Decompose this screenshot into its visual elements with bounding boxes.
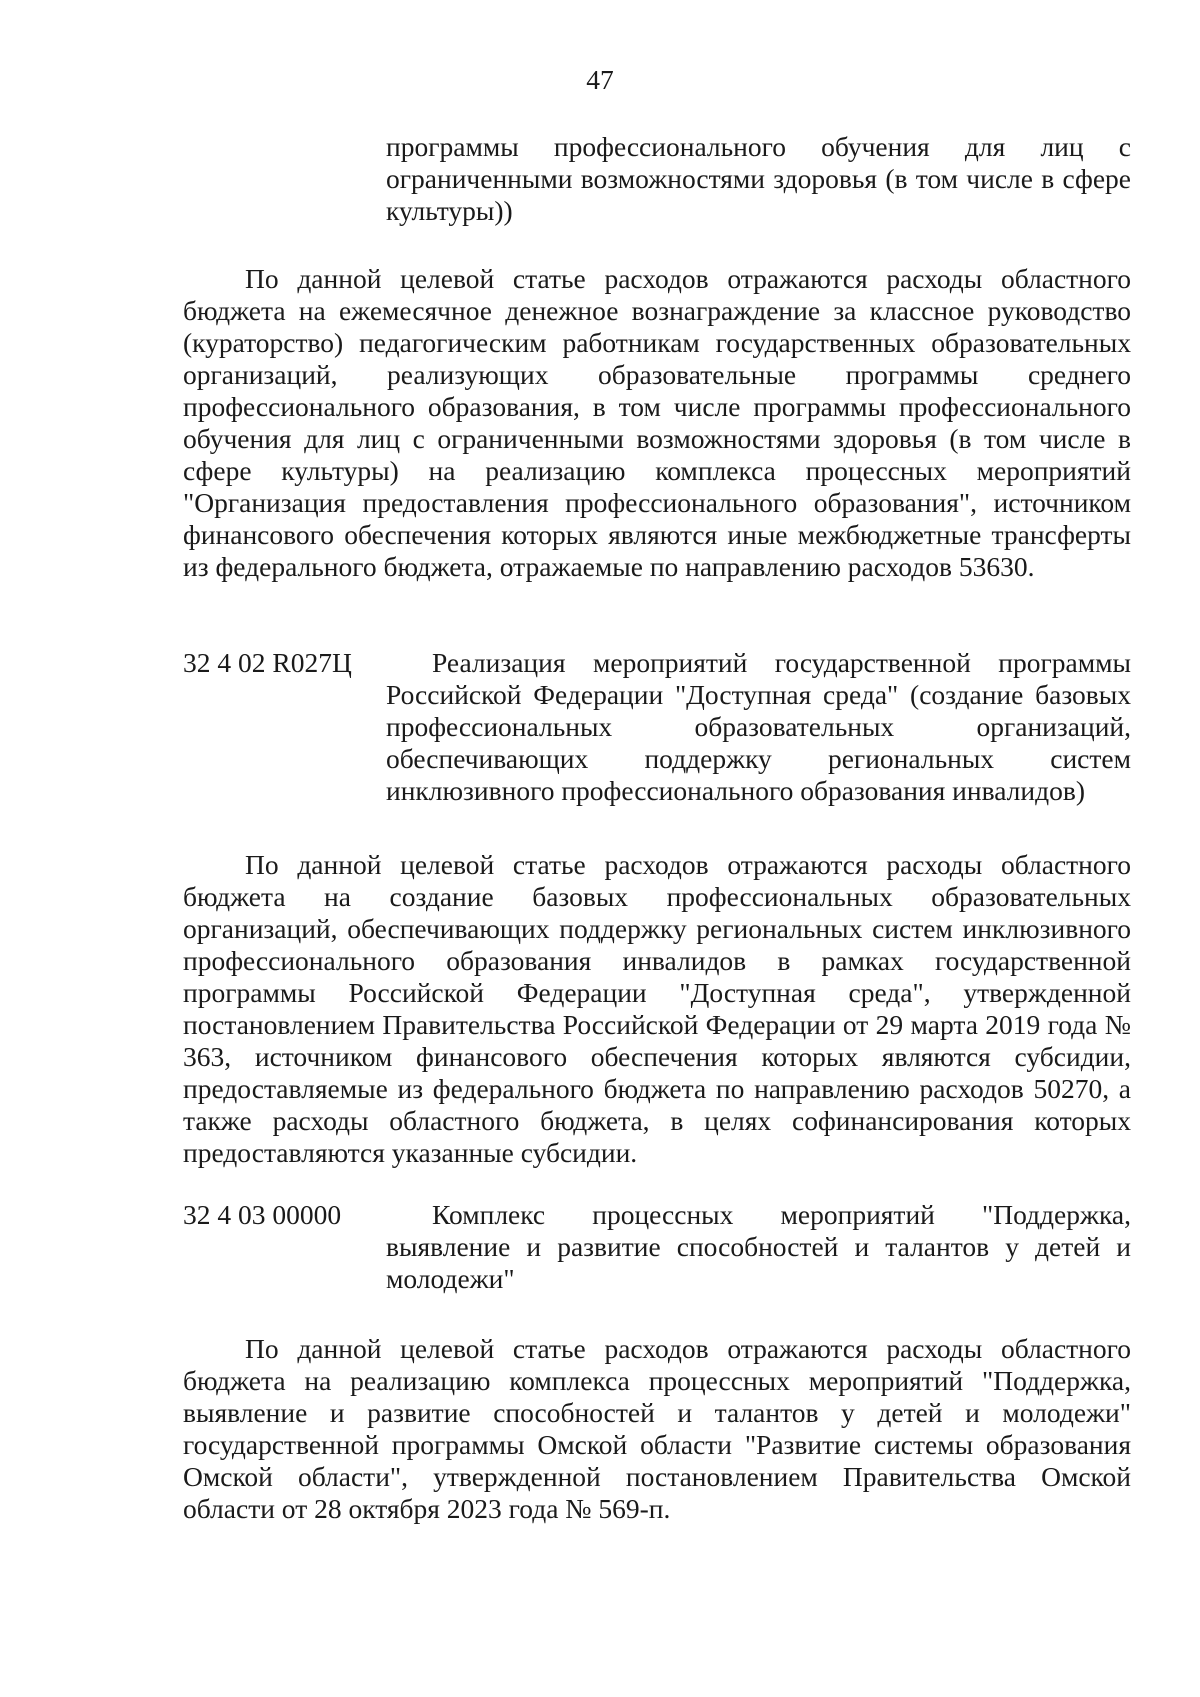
paragraph-2: По данной целевой статье расходов отражаются расходы областного бюджета на создание базовых профессиональных образовательных организаций, обеспечивающих поддержку региональных систем инклюзивного профессионального образования инвалидов в рамках государственной программы Российской Федерации "Доступная среда", утвержденной постановлением Правительства Российской Федерации от 29 марта 2019 года № 363, источником финансового обеспечения которых являются субсидии, предоставляемые из федерального бюджета по направлению расходов 50270, а также расходы областного бюджета, в целях софинансирования которых предоставляются указанные субсидии. [183,849,1131,1168]
continuation-text: программы профессионального обучения для лиц с ограниченными возможностями здоровья (в том числе в сфере культуры)) [386,131,1131,226]
paragraph-1: По данной целевой статье расходов отражаются расходы областного бюджета на ежемесячное денежное вознаграждение за классное руководство (кураторство) педагогическим работникам государственных образовательных организаций, реализующих образовательные программы среднего профессионального образования, в том числе программы профессионального обучения для лиц с ограниченными возможностями здоровья (в том числе в сфере культуры) на реализацию комплекса процессных мероприятий "Организация предоставления профессионального образования", источником финансового обеспечения которых являются иные межбюджетные трансферты из федерального бюджета, отражаемые по направлению расходов 53630. [183,263,1131,582]
entry-1-title: Реализация мероприятий государственной программы Российской Федерации "Доступная среда" (создание базовых профессиональных образовательных организаций, обеспечивающих поддержку региональных систем инклюзивного профессионального образования инвалидов) [386,647,1131,806]
entry-1-code: 32 4 02 R027Ц [183,647,352,678]
entry-2-title: Комплекс процессных мероприятий "Поддержка, выявление и развитие способностей и талантов у детей и молодежи" [386,1199,1131,1294]
page-number: 47 [586,64,614,95]
paragraph-3: По данной целевой статье расходов отражаются расходы областного бюджета на реализацию комплекса процессных мероприятий "Поддержка, выявление и развитие способностей и талантов у детей и молодежи" государственной программы Омской области "Развитие системы образования Омской области", утвержденной постановлением Правительства Омской области от 28 октября 2023 года № 569-п. [183,1333,1131,1524]
entry-2-code: 32 4 03 00000 [183,1199,342,1230]
